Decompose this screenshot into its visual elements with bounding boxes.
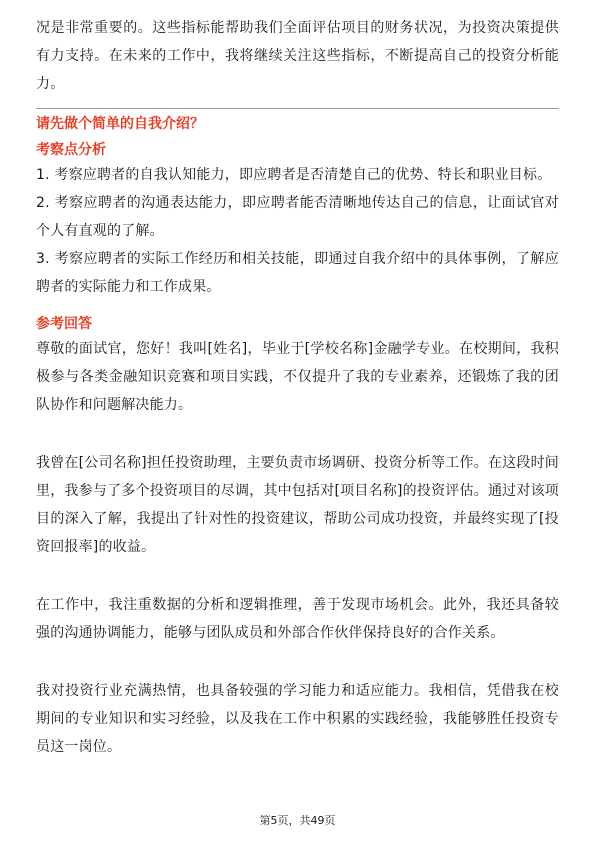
answer-paragraph: 我曾在[公司名称]担任投资助理，主要负责市场调研、投资分析等工作。在这段时间里，我参与了多个投资项目的尽调，其中包括对[项目名称]的投资评估。通过对该项目的深入了解，我提出了针对性的投资建议，帮助公司成功投资，并最终实现了[投资回报率]的收益。	[36, 455, 559, 555]
analysis-point: 1. 考察应聘者的自我认知能力，即应聘者是否清楚自己的优势、特长和职业目标。	[36, 167, 552, 183]
document-page	[36, 14, 559, 761]
section-divider	[36, 108, 559, 109]
page-number: 第5页，共49页	[259, 814, 336, 827]
answer-body	[36, 335, 559, 761]
answer-paragraph: 我对投资行业充满热情，也具备较强的学习能力和适应能力。我相信，凭借我在校期间的专业知识和实习经验，以及我在工作中积累的实践经验，我能够胜任投资专员这一岗位。	[36, 683, 559, 755]
answer-paragraph: 尊敬的面试官，您好！我叫[姓名]，毕业于[学校名称]金融学专业。在校期间，我积极参与各类金融知识竞赛和项目实践，不仅提升了我的专业素养，还锻炼了我的团队协作和问题解决能力。	[36, 341, 559, 413]
answer-paragraph: 在工作中，我注重数据的分析和逻辑推理，善于发现市场机会。此外，我还具备较强的沟通协调能力，能够与团队成员和外部合作伙伴保持良好的合作关系。	[36, 597, 559, 641]
intro-paragraph: 况是非常重要的。这些指标能帮助我们全面评估项目的财务状况，为投资决策提供有力支持。在未来的工作中，我将继续关注这些指标，不断提高自己的投资分析能力。	[36, 20, 559, 92]
interview-question: 请先做个简单的自我介绍？	[36, 116, 204, 132]
analysis-title: 考察点分析	[36, 142, 106, 158]
analysis-points	[36, 161, 559, 301]
analysis-point: 3. 考察应聘者的实际工作经历和相关技能，即通过自我介绍中的具体事例，了解应聘者的实际能力和工作成果。	[36, 251, 559, 295]
answer-title: 参考回答	[36, 316, 92, 332]
analysis-point: 2. 考察应聘者的沟通表达能力，即应聘者能否清晰地传达自己的信息，让面试官对个人有直观的了解。	[36, 195, 559, 239]
page-footer	[0, 812, 595, 828]
